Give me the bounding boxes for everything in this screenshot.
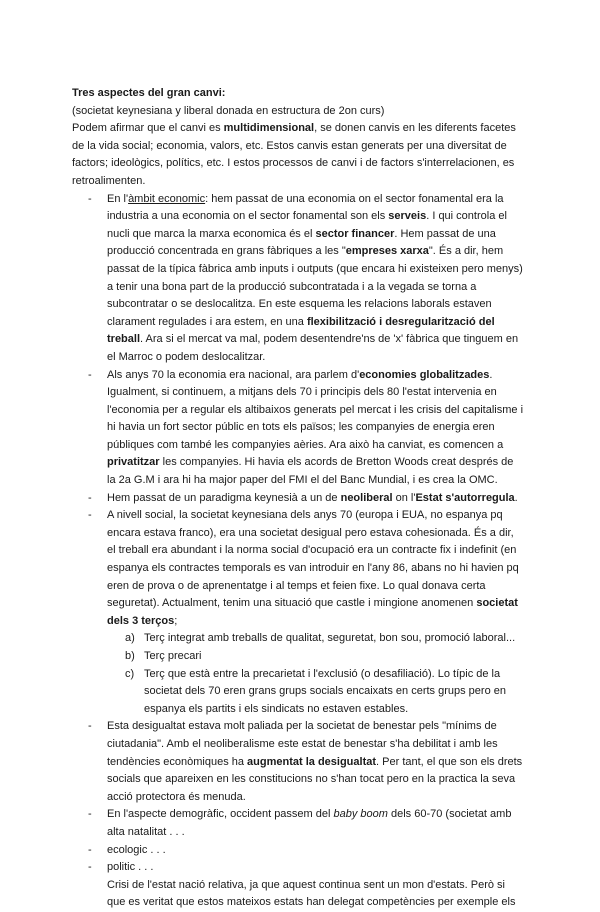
list-item-paradigma: - Hem passat de un paradigma keynesià a un de neoliberal on l'Estat s'autorregula. — [88, 490, 524, 508]
intro-paragraph: Podem afirmar que el canvi es multidimensional, se donen canvis en les diferents facetes de la vida social; economia, valors, etc. Estos canvis estan generats per una diversitat de factors; ideològics, polítics, etc. I estos processos de canvi i de factors s'interrelacionen, es retroalimenten. — [72, 122, 516, 187]
sublist-item: a) Terç integrat amb treballs de qualitat, seguretat, bon sou, promoció laboral... — [125, 632, 516, 645]
list-item-demografic: - En l'aspecte demogràfic, occident passem del baby boom dels 60-70 (societat amb alta natalitat . . . — [88, 806, 524, 841]
document-subtitle: (societat keynesiana y liberal donada en estructura de 2on curs) — [72, 104, 385, 117]
document-body — [72, 85, 524, 912]
document-title: Tres aspectes del gran canvi: — [72, 87, 226, 99]
list-item-social: - A nivell social, la societat keynesiana dels anys 70 (europa i EUA, no espanya pq encara estava franco), era una societat desigual pero estava cohesionada. És a dir, el treball era abundant i la norma social d'ocupació era un contracte fix i indefinit (en espanya els contractes temporals es van introduir en l'any 86, abans no hi havien pq eren de prova o de aprenentatge i al temps et feien fixe. Lo qual donava certa seguretat). Actualment, tenim una situació que castle i mingione anomenen societat dels 3 terços; a) Terç integrat amb treballs de qualitat, seguretat, bon sou, promoció laboral... b) Terç precari c) Terç que està entre la precarietat i l'exclusió (o desafiliació). Lo típic de la societat dels 70 eren grans grups socials encaixats en certs grups pero en espanya els partits i els sindicats no estaven estables. — [88, 507, 524, 718]
list-item-economic: - En l'àmbit economic: hem passat de una economia on el sector fonamental era la industria a una economia on el sector fonamental son els serveis. I qui controla el nucli que marca la marxa economica és el sector financer. Hem passat de una producció concentrada en grans fàbriques a les "empreses xarxa". És a dir, hem passat de la típica fàbrica amb inputs i outputs (que encara hi existeixen pero menys) a tenir una bona part de la producció subcontratada i a la vegada se torna a subcontratar o se deslocalitza. En este esquema les relacions laborals estaven clarament regulades i ara estem, en una flexibilització i desregularització del treball. Ara si el mercat va mal, podem desentendre'ns de 'x' fàbrica que tinguem en el Marroc o podem deslocalitzar. — [88, 191, 524, 367]
aspects-list — [72, 191, 524, 912]
list-item-politic: - politic . . . Crisi de l'estat nació relativa, ja que aquest continua sent un mon d'estats. Però si que es veritat que estos mateixos estats han delegat competències per exemple els — [88, 859, 524, 912]
thirds-sublist — [107, 630, 524, 718]
list-item-ecologic: - ecologic . . . — [88, 842, 524, 860]
sublist-item: b) Terç precari — [125, 650, 202, 662]
sublist-item: c) Terç que està entre la precarietat i l'exclusió (o desafiliació). Lo típic de la societat dels 70 eren grans grups socials encaixats en certs grups pero en espanya els partits i els sindicats no estaven estables. — [125, 667, 506, 715]
list-item-anys-70: - Als anys 70 la economia era nacional, ara parlem d'economies globalitzades. Igualment, si continuem, a mitjans dels 70 i principis dels 80 l'estat intervenia en l'economia per a regular els altibaixos generats pel mercat i les crisis del capitalisme i hi havia un fort sector públic en tots els països; les companyies de energia eren públiques com també les companyies aèries. Ara això ha canviat, es comencen a privatitzar les companyies. Hi havia els acords de Bretton Woods creat després de la 2a G.M i ara hi ha major paper del FMI el del Banc Mundial, i es crea la OMC. — [88, 367, 524, 490]
list-item-desigualtat: - Esta desigualtat estava molt paliada per la societat de benestar pels "mínims de ciutadania". Amb el neoliberalisme este estat de benestar s'ha debilitat i amb les tendències econòmiques ha augmentat la desigualtat. Per tant, el que son els drets socials que apareixen en les constitucions no s'han tocat pero en la practica la seva acció protectora és menuda. — [88, 718, 524, 806]
